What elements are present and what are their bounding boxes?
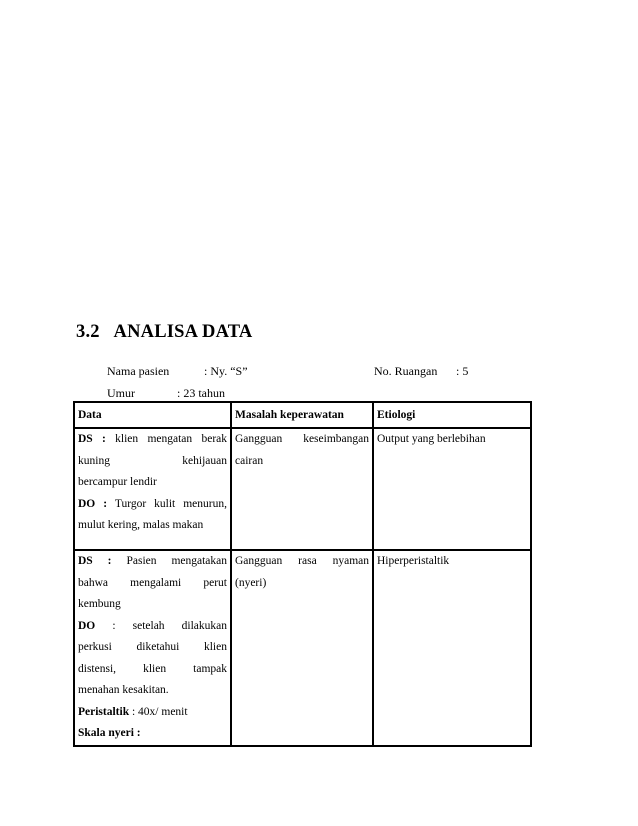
do-text: Turgor kulit menurun,: [114, 497, 227, 510]
masalah-line-1: [235, 429, 369, 451]
header-data: Data: [74, 402, 231, 428]
table-row: [74, 428, 531, 550]
masalah-text-1a: Gangguan: [235, 433, 283, 445]
masalah-text-1b: keseimbangan: [303, 433, 369, 445]
ds-line: [78, 551, 227, 573]
ds-text-2b: kehijauan: [182, 454, 227, 467]
ds-line-3: kembung: [78, 598, 121, 610]
patient-name-value: : Ny. “S”: [204, 364, 248, 378]
do-line: [78, 494, 227, 516]
masalah-line-1: Gangguan rasa nyaman: [235, 555, 369, 567]
section-title: ANALISA DATA: [113, 322, 253, 342]
ds-line-2: [78, 451, 227, 473]
do-line: [78, 616, 227, 638]
do-line-2: perkusi diketahui klien: [78, 641, 227, 653]
ds-text-2a: kuning: [78, 454, 110, 467]
section-number: 3.2: [76, 322, 100, 342]
table-row: [74, 550, 531, 746]
peristaltik-label: Peristaltik: [78, 705, 130, 718]
etiologi-cell: Hiperperistaltik: [373, 550, 531, 746]
ds-line-3: bercampur lendir: [78, 476, 157, 488]
do-line-2: mulut kering, malas makan: [78, 519, 204, 531]
peristaltik-line: [78, 702, 227, 724]
masalah-line-2: (nyeri): [235, 576, 267, 589]
ds-line-2: bahwa mengalami perut: [78, 576, 227, 589]
analysis-table: [73, 401, 532, 747]
peristaltik-value: : 40x/ menit: [131, 705, 188, 718]
data-cell: [74, 428, 231, 550]
ds-label: DS :: [78, 433, 106, 445]
ds-text: klien mengatan berak: [115, 433, 228, 445]
do-label: DO: [78, 619, 96, 632]
section-heading: [76, 322, 253, 343]
table-header-row: [74, 402, 531, 428]
masalah-cell: [231, 550, 373, 746]
patient-age-value: : 23 tahun: [177, 386, 225, 400]
masalah-cell: [231, 428, 373, 550]
etiologi-cell: Output yang berlebihan: [373, 428, 531, 550]
do-label: DO :: [78, 497, 108, 510]
do-line-4: menahan kesakitan.: [78, 684, 169, 696]
patient-name-label: Nama pasien: [107, 364, 170, 378]
ds-label: DS :: [78, 555, 112, 567]
do-text: : setelah dilakukan: [112, 619, 227, 632]
ds-line: [78, 429, 227, 451]
masalah-line-2: cairan: [235, 454, 264, 467]
ds-text: Pasien mengatakan: [126, 555, 228, 567]
room-label: No. Ruangan: [374, 364, 438, 378]
room-value: : 5: [456, 364, 469, 378]
patient-age-label: Umur: [107, 386, 135, 400]
header-etiologi: Etiologi: [373, 402, 531, 428]
skala-line: [78, 723, 227, 745]
header-masalah: Masalah keperawatan: [231, 402, 373, 428]
skala-label: Skala nyeri :: [78, 727, 141, 739]
do-line-3: distensi, klien tampak: [78, 662, 227, 675]
data-cell: [74, 550, 231, 746]
